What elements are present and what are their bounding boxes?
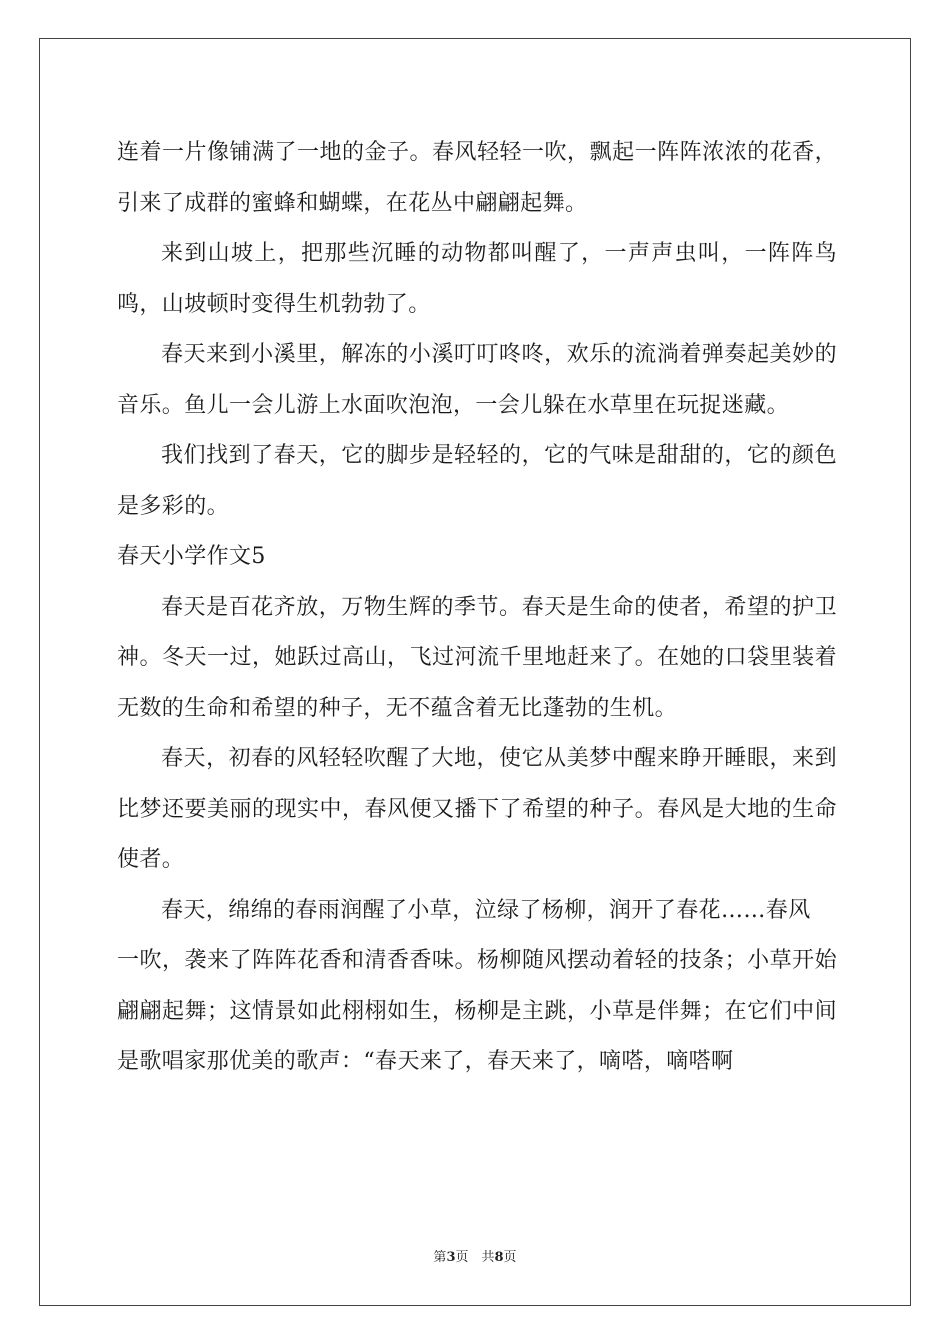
paragraph-7-rest: 一吹，袭来了阵阵花香和清香香味。杨柳随风摆动着轻的技条；小草开始翩翩起舞；这情景如此栩栩如生，杨柳是主跳，小草是伴舞；在它们中间是歌唱家那优美的歌声：“春天来了，春天来了，嘀嗒，嘀嗒啊 (117, 948, 837, 1074)
footer-prefix: 第 (433, 1250, 447, 1265)
footer-middle: 页 共 (455, 1250, 495, 1265)
paragraph-7 (117, 886, 837, 1088)
total-pages-number: 8 (494, 1250, 504, 1265)
document-body (117, 128, 837, 1088)
page-footer (0, 1246, 950, 1265)
paragraph-7-first-line: 春天，绵绵的春雨润醒了小草，泣绿了杨柳，润开了春花……春风 (161, 897, 811, 923)
paragraph-3: 春天来到小溪里，解冻的小溪叮叮咚咚，欢乐的流淌着弹奏起美妙的音乐。鱼儿一会儿游上水面吹泡泡，一会儿躲在水草里在玩捉迷藏。 (117, 342, 837, 418)
current-page-number: 3 (446, 1250, 456, 1265)
paragraph-5: 春天是百花齐放，万物生辉的季节。春天是生命的使者，希望的护卫神。冬天一过，她跃过高山，飞过河流千里地赶来了。在她的口袋里装着无数的生命和希望的种子，无不蕴含着无比蓬勃的生机。 (117, 594, 837, 721)
section-heading: 春天小学作文5 (117, 544, 266, 569)
footer-suffix: 页 (503, 1250, 517, 1265)
paragraph-4: 我们找到了春天，它的脚步是轻轻的，它的气味是甜甜的，它的颜色是多彩的。 (117, 443, 837, 519)
paragraph-2: 来到山坡上，把那些沉睡的动物都叫醒了，一声声虫叫，一阵阵鸟鸣，山坡顿时变得生机勃勃了。 (117, 241, 837, 317)
paragraph-6: 春天，初春的风轻轻吹醒了大地，使它从美梦中醒来睁开睡眼，来到比梦还要美丽的现实中，春风便又播下了希望的种子。春风是大地的生命使者。 (117, 746, 837, 872)
paragraph-1: 连着一片像铺满了一地的金子。春风轻轻一吹，飘起一阵阵浓浓的花香，引来了成群的蜜蜂和蝴蝶，在花丛中翩翩起舞。 (117, 140, 837, 216)
